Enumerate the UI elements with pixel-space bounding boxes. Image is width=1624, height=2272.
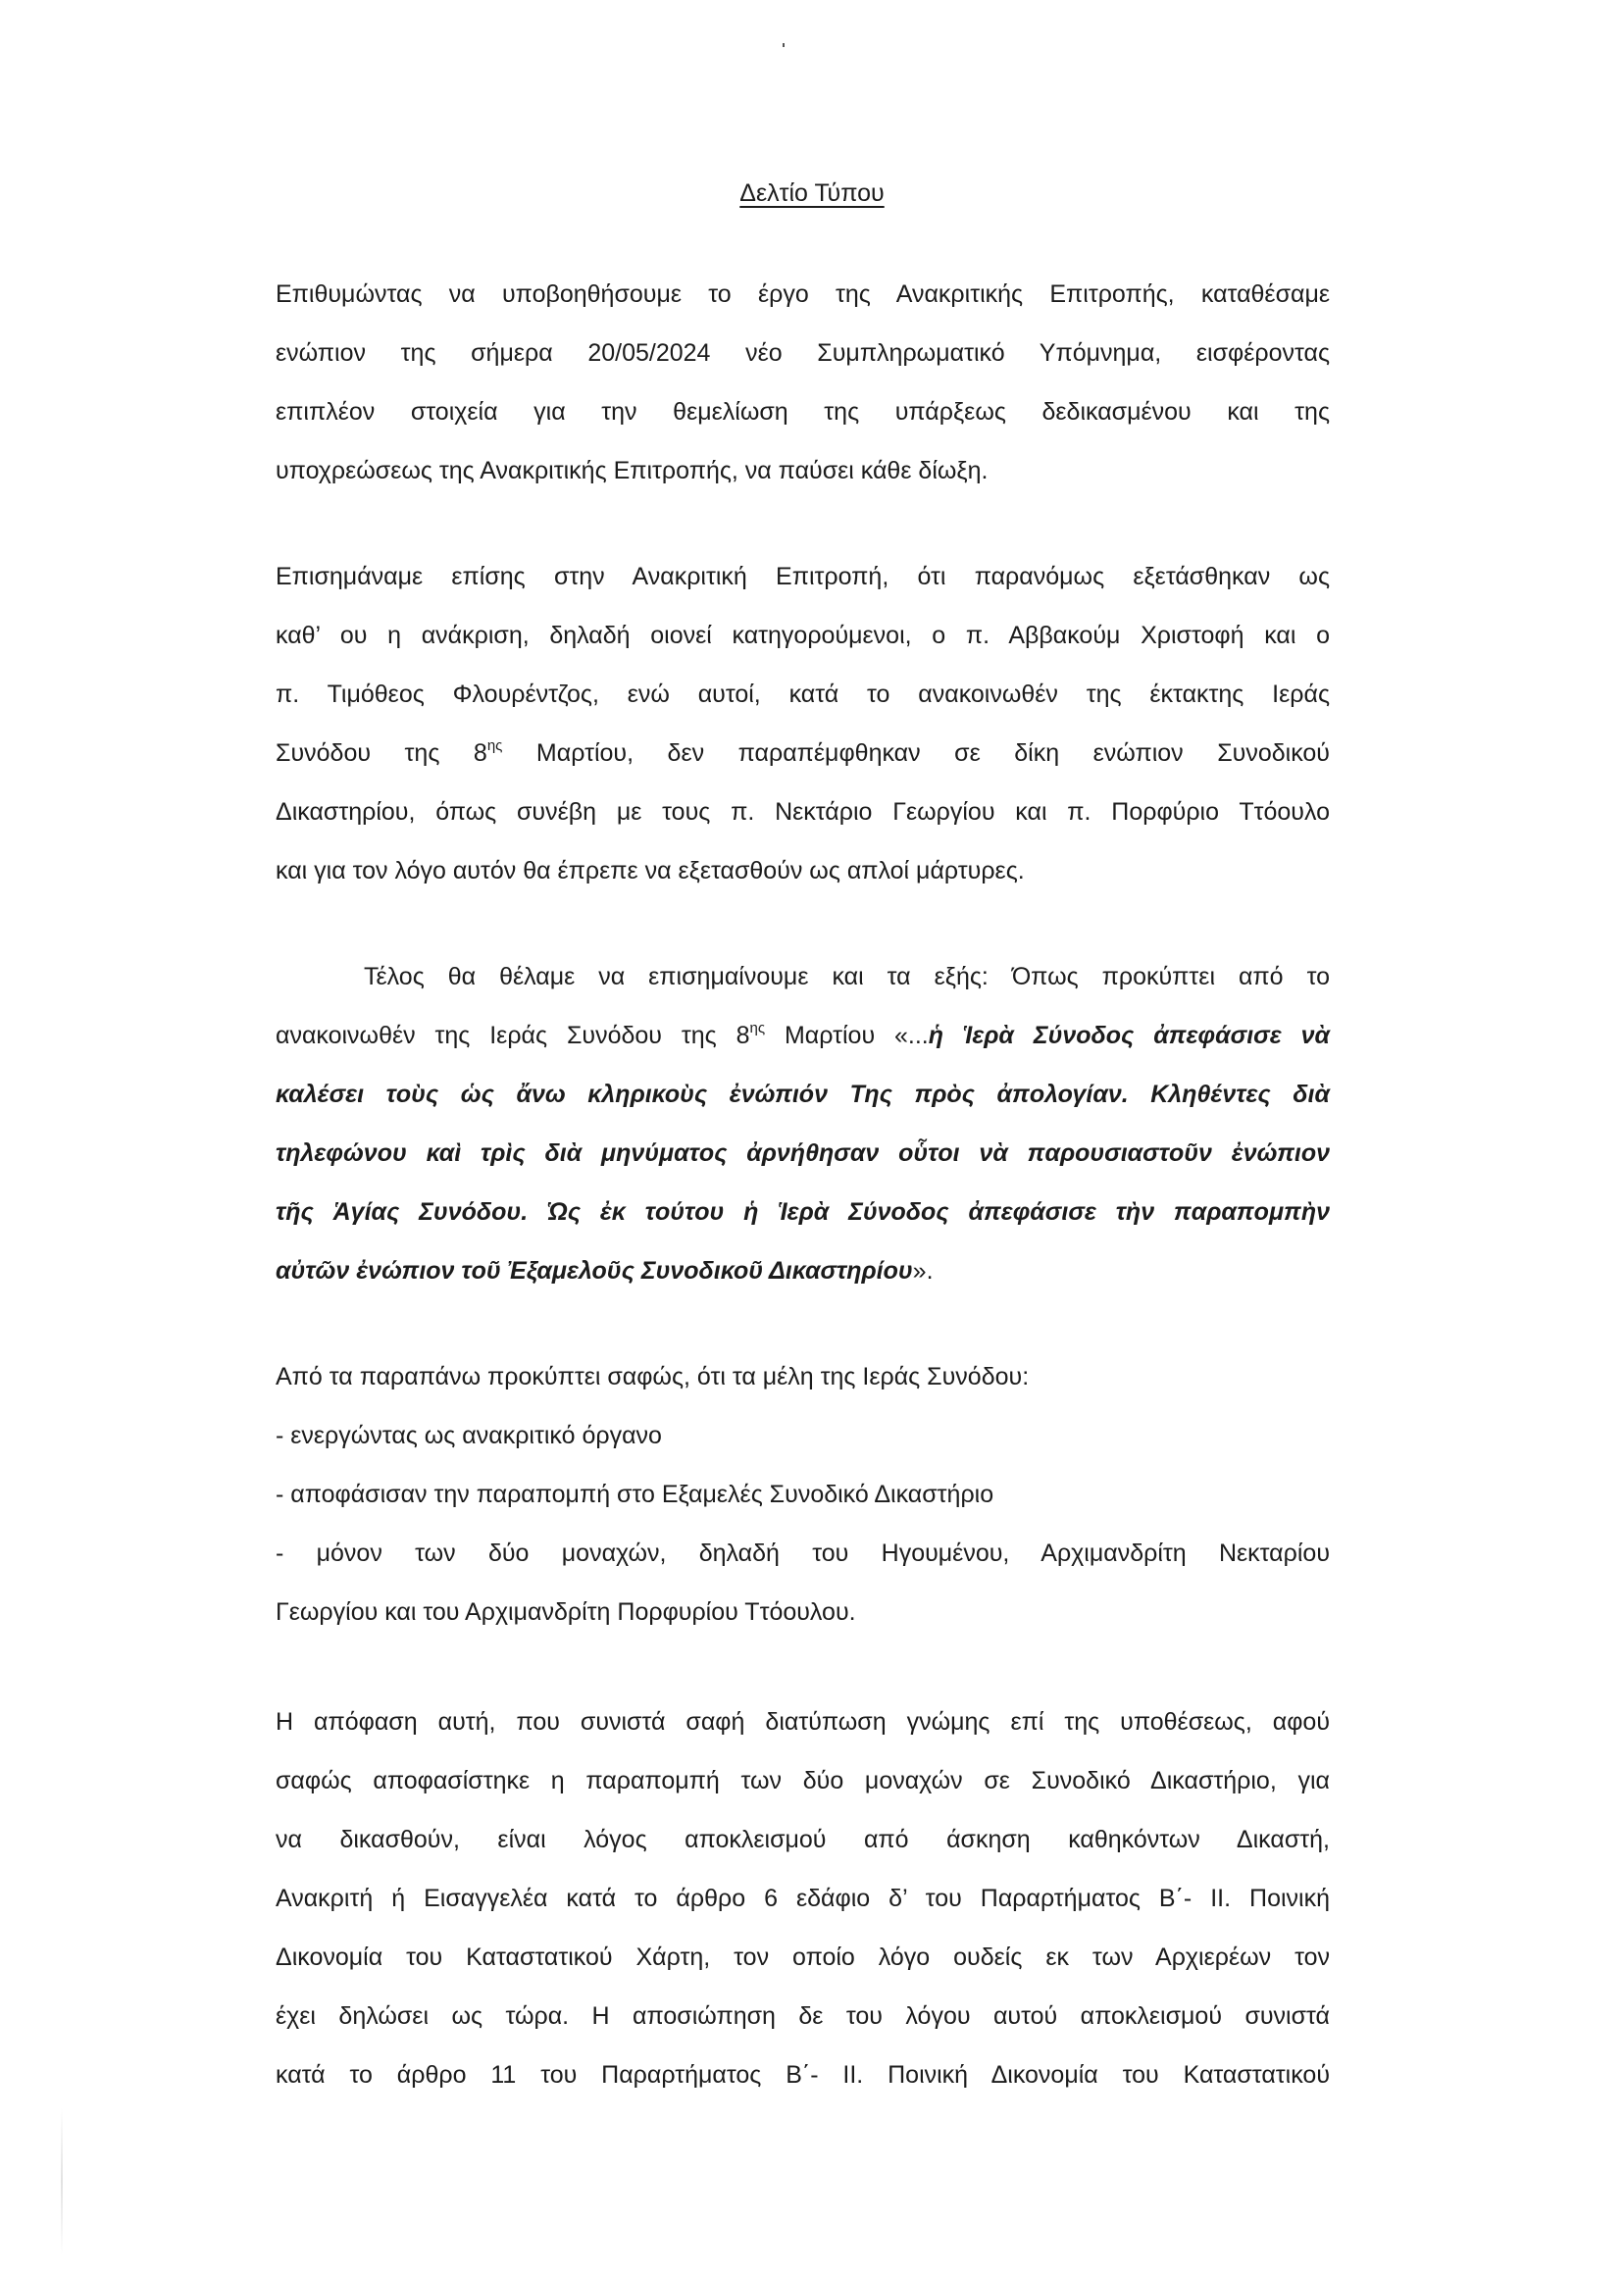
- paragraph-5-line-5: Δικονομία του Καταστατικού Χάρτη, τον οποίο λόγο ουδείς εκ των Αρχιερέων τον: [276, 1944, 1330, 1971]
- list-item-3: - μόνον των δύο μοναχών, δηλαδή του Ηγουμένου, Αρχιμανδρίτη Νεκταρίου: [276, 1540, 1330, 1567]
- paragraph-5-line-4: Ανακριτή ή Εισαγγελέα κατά το άρθρο 6 εδάφιο δ’ του Παραρτήματος Β΄- ΙΙ. Ποινική: [276, 1885, 1330, 1912]
- paragraph-3-line-6: [276, 1255, 1330, 1287]
- paragraph-2-line-1: Επισημάναμε επίσης στην Ανακριτική Επιτροπή, ότι παρανόμως εξετάσθηκαν ως: [276, 563, 1330, 590]
- paragraph-1-line-4: υποχρεώσεως της Ανακριτικής Επιτροπής, να παύσει κάθε δίωξη.: [276, 457, 989, 484]
- text-run: ».: [912, 1257, 934, 1285]
- superscript: ης: [486, 737, 503, 754]
- text-run: Συνόδου της 8: [276, 739, 487, 767]
- paragraph-5-line-1: Η απόφαση αυτή, που συνιστά σαφή διατύπωση γνώμης επί της υποθέσεως, αφού: [276, 1708, 1330, 1736]
- scan-speck: [783, 43, 785, 47]
- paragraph-5-line-2: σαφώς αποφασίστηκε η παραπομπή των δύο μοναχών σε Συνοδικό Δικαστήριο, για: [276, 1767, 1330, 1794]
- paragraph-2-line-5: Δικαστηρίου, όπως συνέβη με τους π. Νεκτάριο Γεωργίου και π. Πορφύριο Ττόουλο: [276, 798, 1330, 826]
- paragraph-5-line-7: κατά το άρθρο 11 του Παραρτήματος Β΄- ΙΙ. Ποινική Δικονομία του Καταστατικού: [276, 2061, 1330, 2089]
- paragraph-1-line-1: Επιθυμώντας να υποβοηθήσουμε το έργο της Ανακριτικής Επιτροπής, καταθέσαμε: [276, 280, 1330, 308]
- paragraph-2-line-6: και για τον λόγο αυτόν θα έπρεπε να εξετασθούν ως απλοί μάρτυρες.: [276, 857, 1025, 884]
- paragraph-4-line-1: Από τα παραπάνω προκύπτει σαφώς, ότι τα μέλη της Ιεράς Συνόδου:: [276, 1363, 1030, 1390]
- paragraph-3-line-1: Τέλος θα θέλαμε να επισημαίνουμε και τα εξής: Όπως προκύπτει από το: [364, 963, 1330, 990]
- text-run: ανακοινωθέν της Ιεράς Συνόδου της 8: [276, 1022, 750, 1049]
- quote-text: ἡ Ἱερὰ Σύνοδος ἀπεφάσισε νὰ: [928, 1022, 1331, 1049]
- paragraph-2-line-2: καθ’ ου η ανάκριση, δηλαδή οιονεί κατηγορούμενοι, ο π. Αββακούμ Χριστοφή και ο: [276, 622, 1330, 649]
- paragraph-3-line-2: [276, 1020, 1330, 1051]
- page-title: Δελτίο Τύπου: [739, 179, 885, 207]
- paragraph-3-line-4: τηλεφώνου καὶ τρὶς διὰ μηνύματος ἀρνήθησαν οὗτοι νὰ παρουσιαστοῦν ἐνώπιον: [276, 1139, 1330, 1167]
- text-run: Μαρτίου «...: [765, 1022, 929, 1049]
- paragraph-3-line-5: τῆς Ἁγίας Συνόδου. Ὡς ἐκ τούτου ἡ Ἱερὰ Σύνοδος ἀπεφάσισε τὴν παραπομπὴν: [276, 1198, 1330, 1226]
- paragraph-5-line-3: να δικασθούν, είναι λόγος αποκλεισμού από άσκηση καθηκόντων Δικαστή,: [276, 1826, 1330, 1853]
- quote-text: αὐτῶν ἐνώπιον τοῦ Ἐξαμελοῦς Συνοδικοῦ Δικαστηρίου: [276, 1257, 913, 1285]
- superscript: ης: [749, 1020, 766, 1036]
- text-run: Μαρτίου, δεν παραπέμφθηκαν σε δίκη ενώπιον Συνοδικού: [502, 739, 1330, 767]
- paragraph-1-line-2: ενώπιον της σήμερα 20/05/2024 νέο Συμπληρωματικό Υπόμνημα, εισφέροντας: [276, 339, 1330, 367]
- list-item-1: - ενεργώντας ως ανακριτικό όργανο: [276, 1422, 662, 1449]
- paragraph-1-line-3: επιπλέον στοιχεία για την θεμελίωση της υπάρξεως δεδικασμένου και της: [276, 398, 1330, 426]
- list-item-3-cont: Γεωργίου και του Αρχιμανδρίτη Πορφυρίου Ττόουλου.: [276, 1598, 856, 1626]
- paragraph-3-line-3: καλέσει τοὺς ὡς ἄνω κληρικοὺς ἐνώπιόν Της πρὸς ἀπολογίαν. Κληθέντες διὰ: [276, 1081, 1330, 1108]
- paragraph-2-line-4: [276, 737, 1330, 769]
- list-item-2: - αποφάσισαν την παραπομπή στο Εξαμελές Συνοδικό Δικαστήριο: [276, 1481, 994, 1508]
- paragraph-2-line-3: π. Τιμόθεος Φλουρέντζος, ενώ αυτοί, κατά το ανακοινωθέν της έκτακτης Ιεράς: [276, 681, 1330, 708]
- paragraph-5-line-6: έχει δηλώσει ως τώρα. Η αποσιώπηση δε του λόγου αυτού αποκλεισμού συνιστά: [276, 2002, 1330, 2030]
- scan-edge-shadow: [61, 2108, 63, 2255]
